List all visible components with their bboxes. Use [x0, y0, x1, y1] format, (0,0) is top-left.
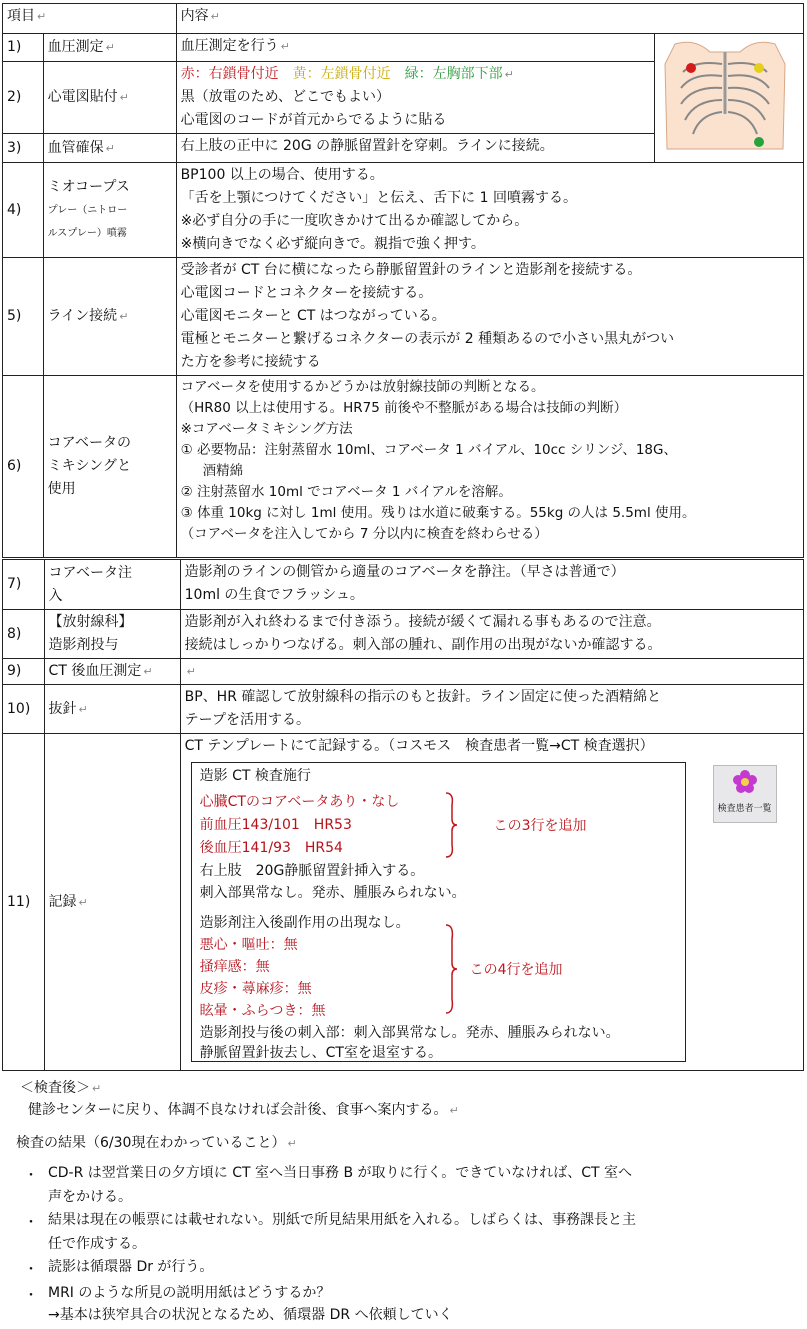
electrode-green-text: 緑：左胸部下部	[404, 66, 503, 82]
bullet-text: 任で作成する。	[48, 1236, 146, 1252]
table-row	[3, 659, 804, 685]
row-content: コアベータを使用するかどうかは放射線技師の判断となる。 （HR80 以上は使用する。HR75 前後や不整脈がある場合は技師の判断） ※コアベータミキシング方法 ① 必要物品：注射蒸留水 10ml、コアベータ 1 バイアル、10cc シリンジ、18G、 酒精綿 ② 注射蒸留水 10ml でコアベータ 1 バイアルを溶解。 ③ 体重 10kg に対し 1ml 使用。残りは水道に破棄する。55kg の人は 5.5ml 使用。 （コアベータを注入してから 7 分以内に検査を終わらせる）	[176, 376, 803, 558]
electrode-red-text: 赤：右鎖骨付近	[180, 66, 279, 82]
bullet-mark: ・	[24, 1168, 38, 1184]
row-number: 2)	[3, 62, 44, 134]
results-heading: 検査の結果（6/30現在わかっていること） ↵	[16, 1135, 297, 1151]
row-item: ライン接続 ↵	[43, 258, 176, 376]
bullet-text: 結果は現在の帳票には載せれない。別紙で所見結果用紙を入れる。しばらくは、事務課長と主	[48, 1212, 636, 1228]
row-item: 記録 ↵	[44, 734, 180, 1071]
bullet-text: CD-R は翌営業日の夕方頃に CT 室へ当日事務 B が取りに行く。できていなければ、CT 室へ	[48, 1165, 633, 1181]
row-item: CT 後血圧測定 ↵	[44, 659, 180, 685]
patient-list-button[interactable]	[713, 765, 777, 823]
electrode-yellow-text: 黄：左鎖骨付近	[292, 66, 391, 82]
row-item: 【放射線科】 造影剤投与	[44, 610, 180, 659]
brace-icon	[444, 791, 458, 859]
flower-icon	[732, 769, 758, 795]
chest-illustration	[655, 34, 795, 154]
row-number: 1)	[3, 34, 44, 62]
record-template-box: 造影 CT 検査施行 心臓CTのコアベータあり・なし 前血圧143/101 HR53 後血圧141/93 HR54 この3行を追加 右上肢 20G静脈留置針挿入する。 刺入部異常なし。発赤、腫脹みられない。 造影剤注入後副作用の出現なし。 悪心・嘔吐：無 掻痒感：無 皮疹・蕁麻疹：無 眩暈・ふらつき：無 この4行を追加 造影剤投与後の刺入部：刺入部異常なし。発赤、腫脹みられない。 静脈留置針抜去し、CT室を退室する。 検査患者一覧	[191, 762, 686, 1062]
row-content: 造影剤のラインの側管から適量のコアベータを静注。（早さは普通で） 10ml の生食でフラッシュ。	[180, 560, 803, 610]
row-number: 4)	[3, 163, 44, 258]
header-item: 項目 ↵	[3, 4, 177, 34]
table-row	[3, 610, 804, 659]
row-content: 造影剤が入れ終わるまで付き添う。接続が緩くて漏れる事もあるので注意。 接続はしっかりつなげる。刺入部の腫れ、副作用の出現がないか確認する。	[180, 610, 803, 659]
row-number: 5)	[3, 258, 44, 376]
row-item: コアベータ注 入	[44, 560, 180, 610]
yellow-electrode	[754, 63, 764, 73]
row-number: 11)	[3, 734, 45, 1071]
row-content: 赤：右鎖骨付近 黄：左鎖骨付近 緑：左胸部下部 ↵ 黒（放電のため、どこでもよい） 心電図のコードが首元からでるように貼る	[176, 62, 654, 134]
after-exam-text: 健診センターに戻り、体調不良なければ会計後、食事へ案内する。 ↵	[28, 1102, 459, 1118]
row-number: 6)	[3, 376, 44, 558]
row-number: 10)	[3, 685, 45, 734]
row-content: CT テンプレートにて記録する。（コスモス 検査患者一覧→CT 検査選択） 造影 CT 検査施行 心臓CTのコアベータあり・なし 前血圧143/101 HR53 後血圧141/93 HR54 この3行を追加 右上肢 20G静脈留置針挿入する。 刺入部異常なし。発赤、腫脹みられない。 造影剤注入後副作用の出現なし。 悪心・嘔吐：無 掻痒感：無 皮疹・蕁麻疹：無 眩暈・ふらつき：無 この4行を追加 造影剤投与後の刺入部：刺入部異常なし。発赤、腫脹みられない。 静脈留置針抜去し、CT室を退室する。 検査患者一覧	[180, 734, 803, 1071]
header-content: 内容 ↵	[176, 4, 803, 34]
red-electrode	[686, 63, 696, 73]
add-four-lines-note: この4行を追加	[469, 962, 563, 978]
patient-list-label: 検査患者一覧	[717, 804, 772, 814]
row-content: BP、HR 確認して放射線科の指示のもと抜針。ライン固定に使った酒精綿と テープを活用する。	[180, 685, 803, 734]
brace-icon	[444, 923, 458, 1015]
row-item: 心電図貼付 ↵	[43, 62, 176, 134]
green-electrode	[754, 137, 764, 147]
row-item: ミオコープス プレー（ニトロー ルスプレー）噴霧	[43, 163, 176, 258]
after-exam-heading: ＜検査後＞ ↵	[20, 1080, 102, 1096]
table-row	[3, 376, 804, 558]
row-content: 血圧測定を行う ↵	[176, 34, 654, 62]
bullet-mark: ・	[24, 1262, 38, 1278]
procedure-table	[2, 3, 804, 558]
row-content: 受診者が CT 台に横になったら静脈留置針のラインと造影剤を接続する。 心電図コードとコネクターを接続する。 心電図モニターと CT はつながっている。 電極とモニターと繋げるコネクターの表示が 2 種類あるので小さい黒丸がつい た方を参考に接続する	[176, 258, 803, 376]
bullet-text: 声をかける。	[48, 1189, 132, 1205]
bullet-text: →基本は狭窄具合の状況となるため、循環器 DR へ依頼していく	[48, 1307, 453, 1323]
row-item: 血管確保 ↵	[43, 134, 176, 163]
row-number: 7)	[3, 560, 45, 610]
table-row	[3, 34, 804, 62]
row-number: 3)	[3, 134, 44, 163]
table-header	[3, 4, 804, 34]
table-row	[3, 685, 804, 734]
table-row	[3, 163, 804, 258]
row-content: BP100 以上の場合、使用する。 「舌を上顎につけてください」と伝え、舌下に 1 回噴霧する。 ※必ず自分の手に一度吹きかけて出るか確認してから。 ※横向きでなく必ず縦向きで。親指で強く押す。	[176, 163, 803, 258]
row-item: コアベータの ミキシングと 使用	[43, 376, 176, 558]
row-number: 8)	[3, 610, 45, 659]
procedure-table-continued	[2, 559, 804, 1071]
table-row	[3, 258, 804, 376]
add-three-lines-note: この3行を追加	[493, 818, 587, 834]
table-row	[3, 560, 804, 610]
row-number: 9)	[3, 659, 45, 685]
row-content: ↵	[180, 659, 803, 685]
chest-electrode-diagram	[654, 34, 803, 163]
bullet-text: MRI のような所見の説明用紙はどうするか？	[48, 1285, 331, 1301]
row-item: 血圧測定 ↵	[43, 34, 176, 62]
bullet-text: 読影は循環器 Dr が行う。	[48, 1259, 214, 1275]
table-row	[3, 734, 804, 1071]
row-item: 抜針 ↵	[44, 685, 180, 734]
bullet-mark: ・	[24, 1215, 38, 1231]
bullet-mark: ・	[24, 1288, 38, 1304]
row-content: 右上肢の正中に 20G の静脈留置針を穿刺。ラインに接続。	[176, 134, 654, 163]
